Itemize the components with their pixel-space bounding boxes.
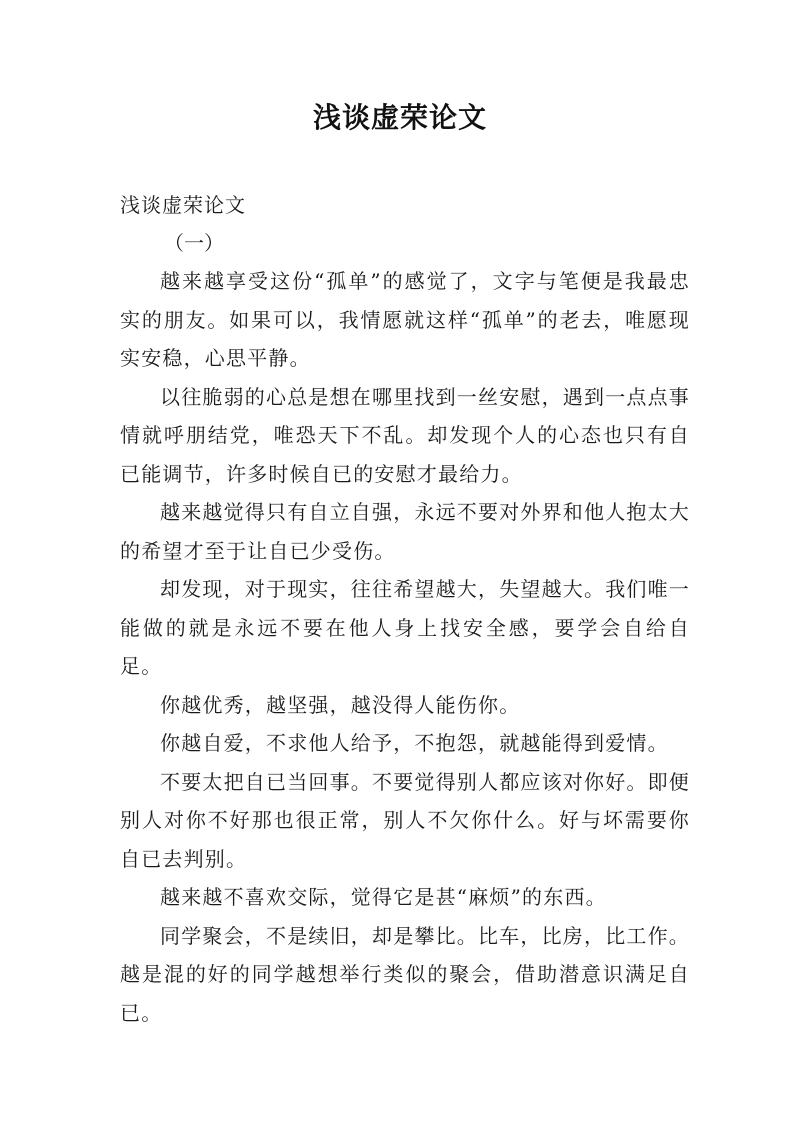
document-body xyxy=(120,186,690,1032)
paragraph-8: 越来越不喜欢交际，觉得它是甚“麻烦”的东西。 xyxy=(160,885,607,909)
paragraph-7: 不要太把自已当回事。不要觉得别人都应该对你好。即便别人对你不好那也很正常，别人不欠你什么。好与坏需要你自已去判别。 xyxy=(120,769,690,871)
paragraph-5: 你越优秀，越坚强，越没得人能伤你。 xyxy=(160,692,521,717)
paragraph-9: 同学聚会，不是续旧，却是攀比。比车，比房，比工作。越是混的好的同学越想举行类似的聚会，借助潜意识满足自已。 xyxy=(120,923,690,1025)
section-label: （一） xyxy=(164,231,224,255)
paragraph-4: 却发现，对于现实，往往希望越大，失望越大。我们唯一能做的就是永远不要在他人身上找安全感，要学会自给自足。 xyxy=(120,577,690,678)
paragraph-1: 越来越享受这份“孤单”的感觉了，文字与笔便是我最忠实的朋友。如果可以，我情愿就这样“孤单”的老去，唯愿现实安稳，心思平静。 xyxy=(120,269,690,370)
document-title: 浅谈虚荣论文 xyxy=(312,101,487,134)
paragraph-6: 你越自爱，不求他人给予，不抱怨，就越能得到爱情。 xyxy=(160,731,669,755)
document-subtitle: 浅谈虚荣论文 xyxy=(120,193,246,217)
paragraph-3: 越来越觉得只有自立自强，永远不要对外界和他人抱太大的希望才至于让自已少受伤。 xyxy=(120,500,690,563)
paragraph-2: 以往脆弱的心总是想在哪里找到一丝安慰，遇到一点点事情就呼朋结党，唯恐天下不乱。却发现个人的心态也只有自已能调节，许多时候自已的安慰才最给力。 xyxy=(120,384,690,486)
